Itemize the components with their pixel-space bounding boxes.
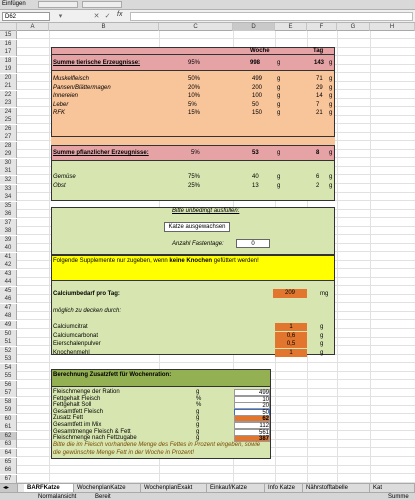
fat-row-label: Zusatz Fett	[53, 415, 84, 422]
column-h[interactable]: H	[370, 23, 415, 31]
animal-item-week: 150	[252, 110, 263, 116]
animal-item-week: 100	[252, 93, 263, 99]
status-ready: Bereit	[95, 494, 111, 500]
fat-note-2: die gewünschte Menge Fett in der Woche in Prozent!	[53, 450, 195, 456]
sheet-tab[interactable]: Einkauf/Katze	[207, 484, 265, 493]
plant-sum-week: 53	[252, 150, 259, 156]
row-number[interactable]: 23	[0, 99, 17, 107]
row-number[interactable]: 64	[0, 449, 17, 457]
row-number[interactable]: 47	[0, 304, 17, 312]
animal-item-day: 29	[316, 84, 323, 91]
fat-row-value[interactable]: 10	[234, 396, 270, 403]
animal-item-pct: 20%	[188, 84, 201, 91]
animal-item-pct: 5%	[188, 101, 197, 108]
row-number[interactable]: 32	[0, 176, 17, 184]
formula-bar	[0, 10, 415, 23]
row-number[interactable]: 59	[0, 406, 17, 414]
sheet-row	[0, 466, 415, 474]
animal-sum-label: Summe tierische Erzeugnisse:	[53, 60, 141, 66]
column-a[interactable]: A	[17, 23, 49, 31]
animal-item-week-unit: g	[277, 76, 281, 82]
fat-row-unit: g	[196, 435, 200, 442]
animal-sum-week-unit: g	[277, 60, 281, 66]
row-number[interactable]: 41	[0, 253, 17, 261]
cat-type-select[interactable]: Katze ausgewachsen	[164, 222, 230, 232]
name-box[interactable]: D62	[2, 12, 50, 21]
row-number[interactable]: 56	[0, 381, 17, 389]
animal-item-day: 21	[316, 110, 323, 116]
name-box-dropdown-icon[interactable]: ▾	[58, 13, 63, 20]
sheet-grid[interactable]	[0, 31, 415, 483]
sheet-tab[interactable]: BARFKatze	[24, 484, 74, 493]
animal-item-name: Muskelfleisch	[53, 76, 90, 82]
animal-sum-day: 143	[314, 60, 325, 66]
animal-item-day-unit: g	[329, 101, 333, 108]
row-number[interactable]: 17	[0, 48, 17, 56]
row-number[interactable]: 54	[0, 364, 17, 372]
function-icon[interactable]: fx	[117, 11, 123, 18]
animal-item-week-unit: g	[277, 84, 281, 91]
row-number[interactable]: 55	[0, 372, 17, 380]
plant-item-day-unit: g	[329, 174, 333, 180]
row-number[interactable]: 57	[0, 389, 17, 397]
fat-row-unit: g	[196, 422, 200, 428]
row-number[interactable]: 46	[0, 295, 17, 303]
animal-item-week: 50	[252, 101, 259, 108]
row-number[interactable]: 43	[0, 270, 17, 278]
fasten-label: Anzahl Fastentage:	[172, 241, 224, 247]
header-woche: Woche	[250, 48, 270, 54]
row-number[interactable]: 24	[0, 108, 17, 116]
sheet-tab[interactable]: WochenplanKatze	[74, 484, 141, 493]
fat-note-1: Bitte die im Fleisch vorhandene Menge des Fettes in Prozent eingeben, sowie	[53, 442, 261, 448]
animal-item-week: 200	[252, 84, 263, 91]
supplement-item-value: 0,6	[275, 332, 307, 340]
animal-item-day: 7	[316, 101, 320, 108]
supplement-item-value: 0,5	[275, 340, 307, 348]
row-number[interactable]: 27	[0, 133, 17, 141]
cancel-icon[interactable]: ✕	[93, 13, 100, 20]
row-number[interactable]: 29	[0, 150, 17, 158]
fat-row-value[interactable]: 20	[234, 402, 270, 409]
animal-item-week-unit: g	[277, 93, 281, 99]
row-number[interactable]: 50	[0, 330, 17, 338]
row-number[interactable]: 62	[0, 432, 17, 440]
animal-item-pct: 10%	[188, 93, 201, 99]
fat-row-value: 62	[234, 415, 270, 422]
animal-item-name: RFK	[53, 110, 65, 116]
plant-item-week-unit: g	[277, 174, 281, 180]
fat-row-label: Fettgehalt Fleisch	[53, 395, 101, 402]
plant-item-week: 40	[252, 174, 259, 180]
row-number[interactable]: 67	[0, 475, 17, 483]
plant-item-name: Obst	[53, 182, 66, 189]
fat-row-unit: g	[196, 389, 200, 395]
form-title: Bitte unbedingt ausfüllen:	[172, 208, 240, 214]
fat-row-unit: g	[196, 408, 200, 415]
animal-item-week: 499	[252, 76, 263, 82]
animal-item-day-unit: g	[329, 110, 333, 116]
row-number[interactable]: 49	[0, 321, 17, 329]
plant-sum-day-unit: g	[329, 150, 333, 156]
row-number[interactable]: 33	[0, 185, 17, 193]
fasten-input[interactable]: 0	[236, 239, 270, 248]
row-number[interactable]: 22	[0, 91, 17, 99]
row-number[interactable]: 21	[0, 82, 17, 90]
animal-item-pct: 15%	[188, 110, 201, 116]
row-number[interactable]: 45	[0, 287, 17, 295]
fat-row-label: Fettgehalt Soll	[53, 402, 92, 409]
status-mode[interactable]: Normalansicht	[38, 494, 77, 500]
plant-item-week: 13	[252, 182, 259, 189]
animal-sum-pct: 95%	[188, 60, 201, 66]
row-number[interactable]: 39	[0, 236, 17, 244]
confirm-icon[interactable]: ✓	[104, 13, 111, 20]
row-number[interactable]: 44	[0, 278, 17, 286]
fat-row-label: Gesamtmenge Fleisch & Fett	[53, 428, 131, 435]
column-d[interactable]: D	[233, 23, 275, 31]
supplement-item-unit: g	[320, 324, 324, 330]
calcium-value: 209	[273, 289, 307, 298]
plant-item-week-unit: g	[277, 182, 281, 189]
row-number[interactable]: 42	[0, 261, 17, 269]
row-number[interactable]: 15	[0, 31, 17, 39]
animal-item-pct: 50%	[188, 76, 201, 82]
supplement-notice: Folgende Supplemente nur zugeben, wenn keine Knochen gefüttert werden!	[53, 258, 259, 264]
row-number[interactable]: 48	[0, 312, 17, 320]
animal-item-day: 71	[316, 76, 323, 82]
select-all-corner[interactable]	[0, 23, 17, 31]
formula-input[interactable]	[130, 12, 413, 21]
calcium-unit: mg	[320, 291, 329, 297]
tab-scroll-icon[interactable]: ◂▸	[0, 484, 18, 493]
fat-row-label: Gesamtfett im Mix	[53, 422, 102, 428]
size-select[interactable]	[82, 1, 122, 8]
supplement-item-unit: g	[320, 341, 324, 347]
sheet-tab[interactable]: Info Katze	[265, 484, 303, 493]
supplement-item-name: Eierschalenpulver	[53, 341, 101, 347]
sheet-tab[interactable]: Nährstofftabelle	[303, 484, 370, 493]
animal-item-name: Pansen/Blättermagen	[53, 84, 111, 91]
row-number[interactable]: 28	[0, 142, 17, 150]
plant-gap-band	[51, 137, 335, 145]
fat-row-unit: g	[196, 428, 200, 435]
sheet-tab-bar	[0, 483, 415, 492]
insert-label[interactable]: Einfügen	[2, 1, 26, 7]
row-number[interactable]: 16	[0, 40, 17, 48]
sheet-tab[interactable]: WochenplanExakt	[141, 484, 207, 493]
row-number[interactable]: 60	[0, 415, 17, 423]
plant-sum-week-unit: g	[277, 150, 281, 156]
row-number[interactable]: 36	[0, 210, 17, 218]
supplement-item-name: Knochenmehl	[53, 349, 90, 356]
column-e[interactable]: E	[275, 23, 307, 31]
supplement-item-unit: g	[320, 349, 324, 356]
plant-item-name: Gemüse	[53, 174, 76, 180]
row-number[interactable]: 35	[0, 202, 17, 210]
plant-item-pct: 25%	[188, 182, 201, 189]
row-number[interactable]: 31	[0, 167, 17, 175]
animal-sum-week: 998	[250, 60, 261, 66]
supplement-item-unit: g	[320, 332, 324, 339]
row-number[interactable]: 66	[0, 466, 17, 474]
animal-item-week-unit: g	[277, 101, 281, 108]
supplement-item-value: 1	[275, 323, 307, 331]
column-c[interactable]: C	[159, 23, 233, 31]
status-sum: Summe	[388, 494, 409, 500]
fat-row-unit: %	[196, 395, 202, 402]
row-number[interactable]: 53	[0, 355, 17, 363]
animal-sum-day-unit: g	[329, 60, 333, 66]
plant-item-day: 2	[316, 182, 320, 189]
animal-item-day: 14	[316, 93, 323, 99]
sheet-row	[0, 475, 415, 483]
plant-sum-day: 8	[316, 150, 320, 156]
animal-item-week-unit: g	[277, 110, 281, 116]
fat-row-label: Fleischmenge der Ration	[53, 389, 120, 395]
row-number[interactable]: 63	[0, 440, 17, 448]
fat-row-value[interactable]: 499	[234, 389, 270, 396]
fat-row-value: 50	[234, 409, 270, 416]
font-select[interactable]	[38, 1, 78, 8]
sheet-tab[interactable]: Kat	[370, 484, 415, 493]
sheet-row	[0, 31, 415, 39]
row-number[interactable]: 37	[0, 219, 17, 227]
fat-row-value: 561	[234, 429, 270, 436]
row-number[interactable]: 26	[0, 125, 17, 133]
header-tag: Tag	[313, 48, 324, 54]
row-number[interactable]: 25	[0, 116, 17, 124]
row-number[interactable]: 18	[0, 57, 17, 65]
fat-row-label: Fleischmenge nach Fettzugabe	[53, 435, 137, 442]
row-number[interactable]: 20	[0, 74, 17, 82]
row-number[interactable]: 52	[0, 347, 17, 355]
plant-item-day-unit: g	[329, 182, 333, 189]
animal-item-name: Innereien	[53, 93, 79, 99]
column-g[interactable]: G	[337, 23, 370, 31]
column-b[interactable]: B	[49, 23, 159, 31]
row-number[interactable]: 40	[0, 244, 17, 252]
status-bar	[0, 492, 415, 500]
row-number[interactable]: 38	[0, 227, 17, 235]
row-number[interactable]: 30	[0, 159, 17, 167]
animal-header-band	[51, 47, 335, 55]
animal-item-day-unit: g	[329, 84, 333, 91]
fat-row-unit: g	[196, 415, 200, 422]
supplement-item-name: Calciumcitrat	[53, 324, 88, 330]
row-number[interactable]: 65	[0, 458, 17, 466]
supplement-item-name: Calciumcarbonat	[53, 332, 99, 339]
ribbon	[0, 0, 415, 10]
fat-row-label: Gesamtfett Fleisch	[53, 408, 104, 415]
supplement-item-value: 1	[275, 349, 307, 357]
row-number[interactable]: 34	[0, 193, 17, 201]
calcium-label: Calciumbedarf pro Tag:	[53, 291, 120, 297]
row-number[interactable]: 61	[0, 423, 17, 431]
fat-row-value: 112	[234, 422, 270, 429]
row-number[interactable]: 58	[0, 398, 17, 406]
animal-item-day-unit: g	[329, 76, 333, 82]
plant-sum-pct: 5%	[191, 150, 200, 156]
row-number[interactable]: 51	[0, 338, 17, 346]
fat-title: Berechnung Zusatzfett für Wochenration:	[53, 372, 172, 378]
plant-sum-label: Summe pflanzlicher Erzeugnisse:	[53, 150, 149, 156]
animal-item-day-unit: g	[329, 93, 333, 99]
plant-item-pct: 75%	[188, 174, 201, 180]
column-header	[0, 23, 415, 31]
animal-item-name: Leber	[53, 101, 69, 108]
fat-row-unit: %	[196, 402, 202, 409]
fat-row-value: 387	[234, 435, 270, 442]
row-number[interactable]: 19	[0, 65, 17, 73]
column-f[interactable]: F	[307, 23, 337, 31]
cover-label: möglich zu decken durch:	[53, 308, 122, 314]
plant-item-day: 6	[316, 174, 320, 180]
